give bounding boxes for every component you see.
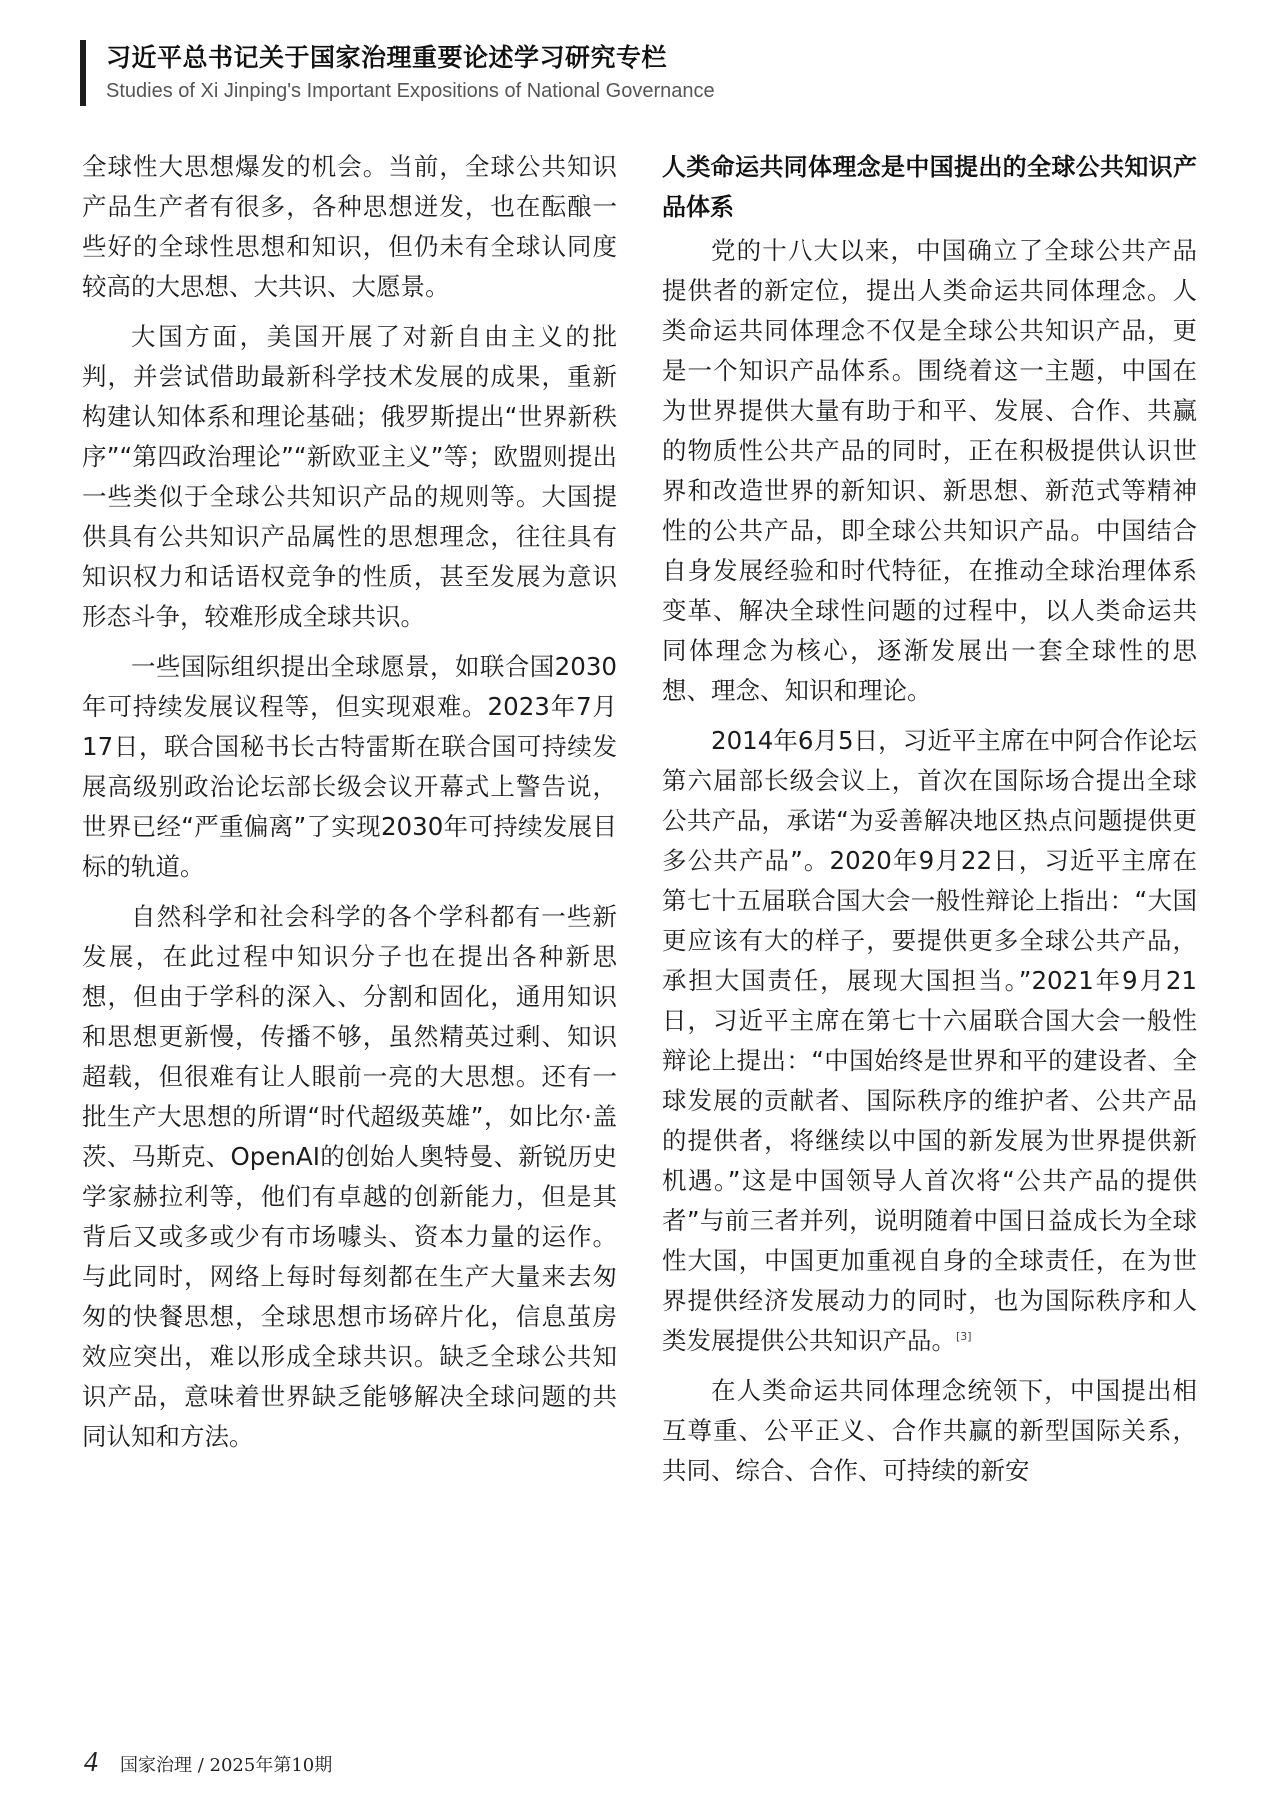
body-paragraph: 大国方面，美国开展了对新自由主义的批判，并尝试借助最新科学技术发展的成果，重新构建认知体系和理论基础；俄罗斯提出“世界新秩序”“第四政治理论”“新欧亚主义”等；欧盟则提出一些类似于全球公共知识产品的规则等。大国提供具有公共知识产品属性的思想理念，往往具有知识权力和话语权竞争的性质，甚至发展为意识形态斗争，较难形成全球共识。 bbox=[82, 322, 617, 631]
page-footer bbox=[84, 1748, 332, 1781]
body-paragraph: 党的十八大以来，中国确立了全球公共产品提供者的新定位，提出人类命运共同体理念。人类命运共同体理念不仅是全球公共知识产品，更是一个知识产品体系。围绕着这一主题，中国在为世界提供大量有助于和平、发展、合作、共赢的物质性公共产品的同时，正在积极提供认识世界和改造世界的新知识、新思想、新范式等精神性的公共产品，即全球公共知识产品。中国结合自身发展经验和时代特征，在推动全球治理体系变革、解决全球性问题的过程中，以人类命运共同体理念为核心，逐渐发展出一套全球性的思想、理念、知识和理论。 bbox=[662, 236, 1197, 705]
page-number: 4 bbox=[84, 1747, 98, 1778]
right-column bbox=[662, 147, 1197, 1501]
running-header bbox=[80, 40, 715, 106]
body-paragraph: 在人类命运共同体理念统领下，中国提出相互尊重、公平正义、合作共赢的新型国际关系，共同、综合、合作、可持续的新安 bbox=[662, 1376, 1197, 1485]
header-title-cn: 习近平总书记关于国家治理重要论述学习研究专栏 bbox=[106, 43, 668, 72]
body-paragraph: 一些国际组织提出全球愿景，如联合国2030年可持续发展议程等，但实现艰难。2023年7月17日，联合国秘书长古特雷斯在联合国可持续发展高级别政治论坛部长级会议开幕式上警告说，世界已经“严重偏离”了实现2030年可持续发展目标的轨道。 bbox=[82, 652, 617, 881]
body-paragraph: 自然科学和社会科学的各个学科都有一些新发展，在此过程中知识分子也在提出各种新思想，但由于学科的深入、分割和固化，通用知识和思想更新慢，传播不够，虽然精英过剩、知识超载，但很难有让人眼前一亮的大思想。还有一批生产大思想的所谓“时代超级英雄”，如比尔·盖茨、马斯克、OpenAI的创始人奥特曼、新锐历史学家赫拉利等，他们有卓越的创新能力，但是其背后又或多或少有市场噱头、资本力量的运作。与此同时，网络上每时每刻都在生产大量来去匆匆的快餐思想，全球思想市场碎片化，信息茧房效应突出，难以形成全球共识。缺乏全球公共知识产品，意味着世界缺乏能够解决全球问题的共同认知和方法。 bbox=[82, 902, 617, 1451]
header-title-en: Studies of Xi Jinping's Important Expositions of National Governance bbox=[106, 80, 715, 102]
footnote-reference[interactable]: [3] bbox=[956, 1330, 972, 1343]
left-column bbox=[82, 147, 617, 1467]
body-paragraph: 全球性大思想爆发的机会。当前，全球公共知识产品生产者有很多，各种思想迸发，也在酝酿一些好的全球性思想和知识，但仍未有全球认同度较高的大思想、大共识、大愿景。 bbox=[82, 152, 617, 301]
section-heading: 人类命运共同体理念是中国提出的全球公共知识产品体系 bbox=[662, 152, 1197, 221]
body-paragraph bbox=[662, 721, 1197, 1361]
body-paragraph-text: 2014年6月5日，习近平主席在中阿合作论坛第六届部长级会议上，首次在国际场合提出全球公共产品，承诺“为妥善解决地区热点问题提供更多公共产品”。2020年9月22日，习近平主席在第七十五届联合国大会一般性辩论上指出：“大国更应该有大的样子，要提供更多全球公共产品，承担大国责任，展现大国担当。”2021年9月21日，习近平主席在第七十六届联合国大会一般性辩论上提出：“中国始终是世界和平的建设者、全球发展的贡献者、国际秩序的维护者、公共产品的提供者，将继续以中国的新发展为世界提供新机遇。”这是中国领导人首次将“公共产品的提供者”与前三者并列，说明随着中国日益成长为全球性大国，中国更加重视自身的全球责任，在为世界提供经济发展动力的同时，也为国际秩序和人类发展提供公共知识产品。 bbox=[662, 726, 1197, 1355]
journal-issue: 国家治理 / 2025年第10期 bbox=[120, 1755, 333, 1776]
